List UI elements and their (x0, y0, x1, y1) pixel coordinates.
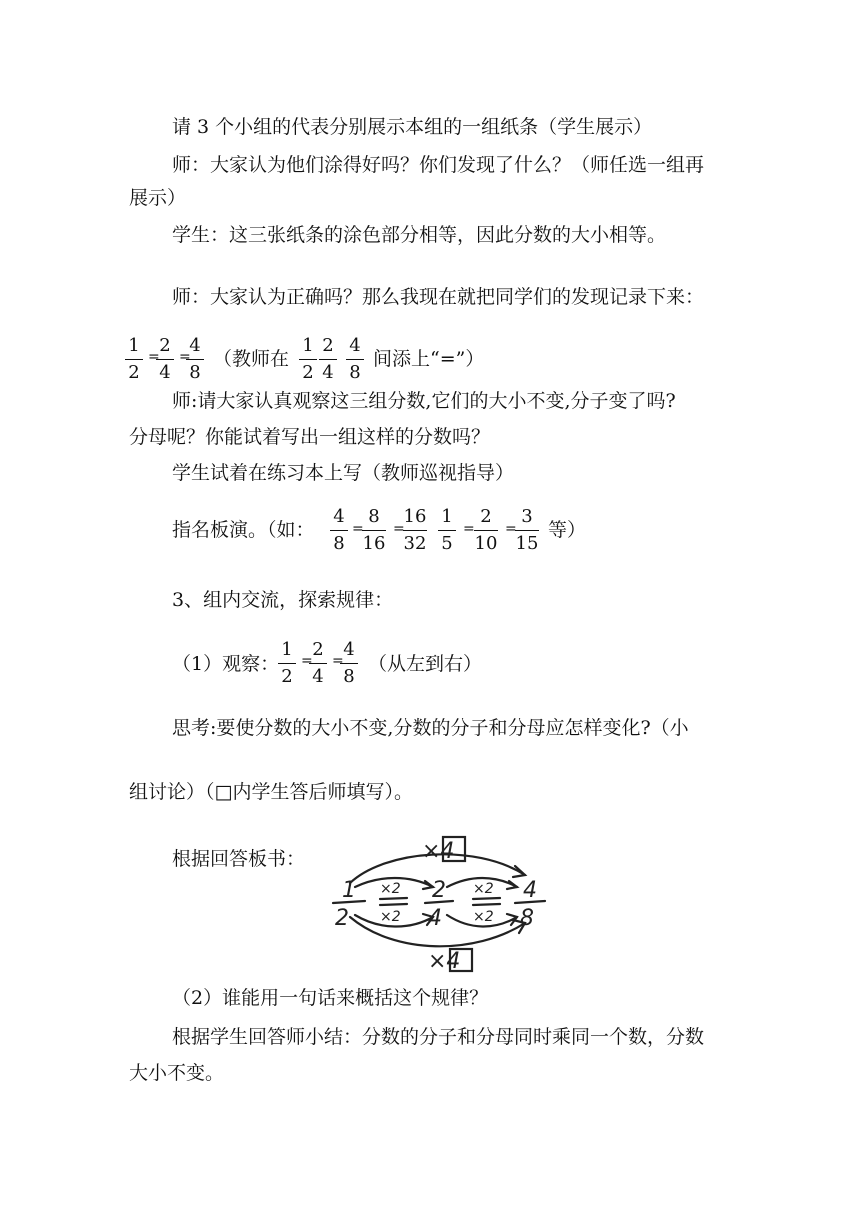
fraction-2-10: 2 10 (474, 506, 498, 554)
paragraph-13: （2）谁能用一句话来概括这个规律？ (172, 987, 489, 1009)
board-mul2-bottom-left: ×2 (380, 909, 401, 925)
board-mul2-top-left: ×2 (380, 881, 401, 897)
board-diagram (325, 825, 550, 975)
teacher-note-end: 间添上“=”） (373, 348, 485, 370)
board-example-label: 指名板演。（如： (172, 519, 315, 541)
board-mul2-bottom-right: ×2 (473, 909, 494, 925)
section-heading-3: 3、组内交流，探索规律： (172, 589, 394, 611)
board-example-end: 等） (548, 519, 587, 541)
fraction-1-2: 1 2 (277, 641, 297, 686)
paragraph-7: 学生试着在练习本上写（教师巡视指导） (172, 462, 515, 484)
equals-sign: = (148, 349, 160, 365)
fraction-4-8: 4 8 (329, 508, 349, 553)
observe-label: （1）观察： (172, 653, 280, 675)
paragraph-2-line-1: 师：大家认为他们涂得好吗？你们发现了什么？（师任选一组再 (172, 154, 705, 176)
equals-sign: = (332, 653, 344, 669)
fraction-3-15: 3 15 (515, 506, 539, 554)
paragraph-6-line-1: 师:请大家认真观察这三组分数,它们的大小不变,分子变了吗? (172, 390, 676, 412)
fraction-2-4: 2 4 (155, 337, 175, 382)
board-denominator-4: 4 (428, 906, 442, 931)
equals-sign: = (352, 521, 364, 537)
fraction-8-16: 8 16 (362, 506, 386, 554)
board-denominator-8: 8 (520, 906, 534, 931)
fraction-4-8: 4 8 (345, 337, 365, 382)
equals-sign: = (301, 653, 313, 669)
board-numerator-4: 4 (523, 878, 537, 903)
equals-sign: = (179, 349, 191, 365)
fraction-1-5: 1 5 (437, 508, 457, 553)
paragraph-11-line-1: 思考:要使分数的大小不变,分数的分子和分母应怎样变化?（小 (172, 717, 689, 739)
paragraph-14-line-2: 大小不变。 (129, 1062, 225, 1084)
board-top-multiplier: ×4 (422, 839, 455, 864)
teacher-note-start: （教师在 (213, 348, 290, 370)
paragraph-14-line-1: 根据学生回答师小结：分数的分子和分母同时乘同一个数，分数 (172, 1026, 705, 1048)
fraction-1-2: 1 2 (124, 337, 144, 382)
fraction-16-32: 16 32 (403, 506, 427, 554)
board-numerator-1: 1 (342, 878, 356, 903)
board-denominator-2: 2 (335, 906, 349, 931)
paragraph-12: 根据回答板书： (172, 848, 306, 870)
paragraph-1: 请 3 个小组的代表分别展示本组的一组纸条（学生展示） (172, 116, 653, 138)
paragraph-2-line-2: 展示） (129, 187, 187, 209)
paragraph-3: 学生：这三张纸条的涂色部分相等，因此分数的大小相等。 (172, 224, 667, 246)
paragraph-11-line-2: 组讨论）（□内学生答后师填写）。 (129, 781, 413, 803)
paragraph-6-line-2: 分母呢？你能试着写出一组这样的分数吗？ (129, 426, 491, 448)
fraction-2-4: 2 4 (318, 337, 338, 382)
fraction-4-8: 4 8 (339, 641, 359, 686)
board-mul2-top-right: ×2 (473, 881, 494, 897)
equals-sign: = (463, 521, 475, 537)
equals-sign: = (505, 521, 517, 537)
board-numerator-2: 2 (432, 878, 446, 903)
fraction-2-4: 2 4 (308, 641, 328, 686)
equals-sign: = (393, 521, 405, 537)
paragraph-4: 师：大家认为正确吗？那么我现在就把同学们的发现记录下来： (172, 286, 705, 308)
observe-direction: （从左到右） (368, 653, 483, 675)
fraction-1-2: 1 2 (298, 337, 318, 382)
board-bottom-multiplier: ×4 (428, 949, 461, 974)
fraction-4-8: 4 8 (185, 337, 205, 382)
